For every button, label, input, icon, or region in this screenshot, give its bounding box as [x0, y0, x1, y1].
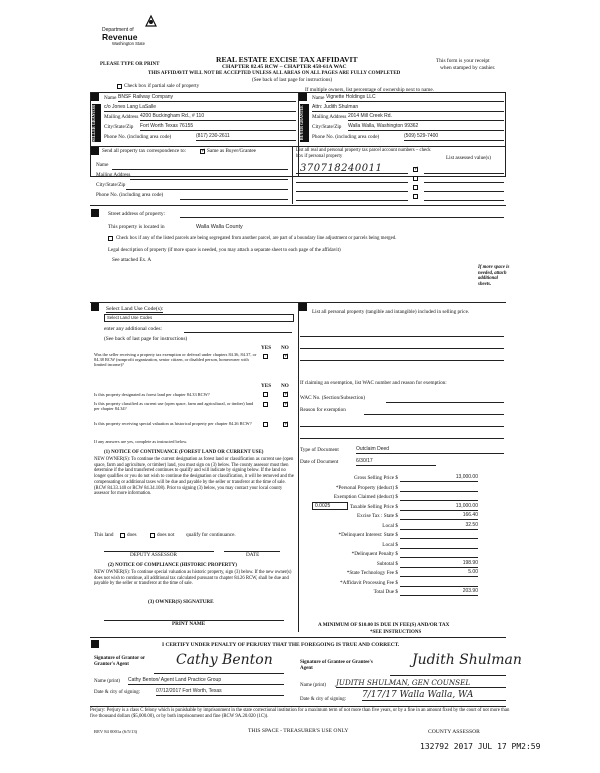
- certify-statement: I CERTIFY UNDER PENALTY OF PERJURY THAT THE FOREGOING IS TRUE AND CORRECT.: [162, 642, 400, 648]
- seller-city-field[interactable]: Fort Worth Texas 76155: [140, 124, 296, 131]
- logo-mark-icon: [144, 14, 158, 28]
- same-as-buyer-checkbox[interactable]: [200, 149, 205, 154]
- form-chapter: CHAPTER 82.45 RCW – CHAPTER 458-61A WAC: [222, 64, 347, 70]
- grantor-name-label: Name (print): [94, 679, 120, 684]
- parcel-personal-checkbox-3[interactable]: [413, 185, 418, 190]
- section-3-marker: [91, 147, 99, 155]
- partial-sale-label: Check box if partial sale of property: [124, 83, 200, 89]
- q-historic-no[interactable]: [283, 422, 288, 427]
- q-current-use-no[interactable]: [283, 402, 288, 407]
- q-current-use-yes[interactable]: [263, 402, 268, 407]
- tax-row-value[interactable]: [400, 542, 478, 549]
- q-exemption-yes[interactable]: [263, 354, 268, 359]
- seller-mailing-label: Mailing Address: [104, 114, 139, 120]
- tax-row-label: Exemption Claimed (deduct) $: [333, 494, 398, 500]
- tax-row-label: *Delinquent Penalty $: [351, 551, 398, 557]
- seller-phone-field[interactable]: (817) 230-2611: [196, 134, 296, 141]
- section-5-marker: [91, 303, 99, 311]
- buyer-name-field[interactable]: Vignette Holdings LLC: [326, 95, 504, 102]
- street-address-label: Street address of property:: [108, 211, 166, 217]
- s3-phone-label: Phone No. (including area code): [96, 192, 164, 198]
- buyer-phone-label: Phone No. (including area code): [312, 134, 380, 140]
- q-historic: Is this property receiving special valuation as historical property per chapter 84.26 RCW?: [94, 421, 252, 426]
- doc-type-label: Type of Document: [300, 447, 339, 453]
- boundary-checkbox[interactable]: [108, 236, 113, 241]
- grantor-signature[interactable]: Cathy Benton: [176, 652, 273, 668]
- grantor-name-value[interactable]: Cathy Benton/ Agent Land Practice Group: [128, 678, 284, 685]
- county-value[interactable]: Walla Walla County: [196, 224, 243, 230]
- tax-row-label: *Delinquent Interest: State $: [338, 532, 398, 538]
- grantee-signature[interactable]: Judith Shulman: [412, 652, 522, 668]
- rev-number: REV 84 0001a (6/5/13): [94, 729, 138, 734]
- local-rate-box[interactable]: [312, 502, 348, 510]
- tax-row-value[interactable]: 166.40: [400, 513, 478, 520]
- buyer-city-field[interactable]: Walla Walla, Washington 99362: [348, 124, 504, 131]
- boundary-label: Check box if any of the listed parcels are being segregated from another parcel, are part of a boundary line adjustment or parcels being merged.: [116, 236, 397, 241]
- section-1-marker: [91, 93, 99, 101]
- tax-row-value[interactable]: 203.90: [400, 589, 478, 596]
- exemption-claim-label: If claiming an exemption, list WAC number and reason for exemption:: [300, 380, 447, 386]
- buyer-phone-field[interactable]: (509) 529-7400: [404, 134, 504, 141]
- land-does-checkbox[interactable]: [120, 533, 125, 538]
- receipt-line2: when stamped by cashier.: [440, 65, 496, 71]
- seller-name-label: Name: [104, 95, 117, 101]
- notice1-title: (1) NOTICE OF CONTINUANCE (FOREST LAND OR CURRENT USE): [104, 450, 264, 455]
- buyer-mailing-field[interactable]: 2014 Mill Creek Rd.: [348, 114, 504, 121]
- grantee-name-label: Name (print): [300, 683, 326, 688]
- buyer-attn-field[interactable]: Attn: Judith Shulman: [312, 105, 504, 112]
- tax-row-label: Excise Tax : State $: [356, 513, 398, 519]
- no-header-2: NO: [281, 383, 289, 389]
- land-does-label: does: [127, 532, 137, 538]
- partial-sale-checkbox[interactable]: [117, 84, 122, 89]
- doc-date-value[interactable]: 6/30/17: [356, 459, 436, 466]
- form-warning: THIS AFFIDAVIT WILL NOT BE ACCEPTED UNLESS ALL AREAS ON ALL PAGES ARE FULLY COMPLETED: [148, 71, 401, 76]
- county-assessor: COUNTY ASSESSOR: [428, 729, 480, 735]
- legal-description-label: Legal description of property (if more space is needed, you may attach a separate sheet to each page of the affidavit): [108, 248, 341, 253]
- local-rate-value: 0.0025: [315, 503, 331, 509]
- send-correspondence-label: Send all property tax correspondence to:: [102, 148, 186, 154]
- receipt-line1: This form is your receipt: [436, 58, 490, 64]
- s3-name-label: Name: [96, 162, 109, 168]
- land-does-not-label: does not: [157, 532, 175, 538]
- tax-row-value[interactable]: 13,000.00: [400, 504, 478, 511]
- see-back-s5: (See back of last page for instructions): [104, 336, 188, 342]
- buyer-city-label: City/State/Zip: [312, 124, 342, 130]
- multiple-owners-note: If multiple owners, list percentage of ownership next to name.: [305, 87, 434, 93]
- tax-row-value[interactable]: 13,000.00: [400, 475, 478, 482]
- q-forest-no[interactable]: [283, 392, 288, 397]
- section-2-marker: [299, 93, 307, 101]
- wac-label: WAC No. (Section/Subsection): [300, 395, 365, 401]
- tax-row-label: Local $: [382, 522, 398, 529]
- parcel-personal-checkbox-1[interactable]: [413, 167, 418, 172]
- tax-row-value[interactable]: [400, 580, 478, 587]
- tax-row-label: Gross Selling Price $: [354, 475, 398, 481]
- seller-side-label: SELLER GRANTOR: [92, 104, 101, 142]
- tax-row-label: Local $: [382, 541, 398, 548]
- seller-attn-field[interactable]: c/o Jones Lang LaSalle: [104, 105, 296, 112]
- qualify-label: qualify for continuance.: [186, 532, 236, 538]
- q-exemption-no[interactable]: [283, 354, 288, 359]
- land-use-select[interactable]: [104, 314, 294, 322]
- if-yes-note: If any answers are yes, complete as instructed below.: [94, 439, 188, 444]
- tax-row-value[interactable]: [400, 551, 478, 558]
- reason-label: Reason for exemption: [300, 407, 346, 413]
- tax-row-value[interactable]: [400, 532, 478, 539]
- yes-header-2: YES: [261, 383, 272, 389]
- tax-row-value[interactable]: [400, 494, 478, 501]
- owner-signature-label: (3) OWNER(S) SIGNATURE: [148, 599, 214, 605]
- grantee-name-value[interactable]: JUDITH SHULMAN, GEN COUNSEL: [336, 679, 506, 688]
- more-space-note: If more space is needed, attach additional sheets.: [478, 265, 510, 287]
- tax-row-label: Subtotal $: [376, 560, 398, 567]
- s3-city-label: City/State/Zip: [96, 182, 126, 188]
- seller-phone-label: Phone No. (including area code): [104, 134, 172, 140]
- cashier-stamp: 132792 2017 JUL 17 PM2:59: [420, 742, 541, 751]
- tax-row-label: *Personal Property (deduct) $: [335, 484, 398, 491]
- same-as-buyer-label: Same as Buyer/Grantee: [207, 148, 256, 154]
- print-name-label: PRINT NAME: [172, 621, 206, 627]
- grantee-sig-label: Signature of Grantee or Grantee's Agent: [300, 660, 373, 671]
- parcel-header: List all real and personal property tax parcel account numbers – check box if personal property: [296, 148, 431, 159]
- see-instructions: *SEE INSTRUCTIONS: [370, 630, 422, 635]
- land-does-not-checkbox[interactable]: [150, 533, 155, 538]
- grantor-date-value[interactable]: 07/12/2017 Fort Worth, Texas: [156, 689, 284, 696]
- form-title: REAL ESTATE EXCISE TAX AFFIDAVIT: [216, 55, 358, 64]
- minimum-note: A MINIMUM OF $10.00 IS DUE IN FEE(S) AND/OR TAX: [318, 622, 450, 628]
- q-historic-yes[interactable]: [263, 422, 268, 427]
- tax-row-value[interactable]: 198.90: [400, 561, 478, 568]
- tax-row-value[interactable]: 5.00: [400, 570, 478, 577]
- perjury-note: Perjury: Perjury is a class C felony which is punishable by imprisonment in the state correctional institution for a maximum term of not more than five years, or by a fine in an amount fixed by the court of not more than five thousand dollars ($5,000.00), or by both imprisonment and fine (RCW 9A.20.020 (1C)).: [90, 708, 510, 719]
- dept-line3: Washington State: [112, 41, 145, 46]
- tax-row-label: *State Technology Fee $: [346, 570, 398, 576]
- buyer-side-label: BUYER GRANTEE: [300, 104, 309, 142]
- tax-row-label: *Affidavit Processing Fee $: [340, 579, 398, 586]
- s3-mailing-label: Mailing Address: [96, 172, 131, 178]
- section-7-marker: [91, 640, 99, 648]
- this-land-label: This land: [94, 532, 114, 538]
- grantee-date-label: Date & city of signing:: [300, 697, 347, 702]
- type-or-print: PLEASE TYPE OR PRINT: [100, 62, 160, 67]
- buyer-mailing-label: Mailing Address: [312, 114, 347, 120]
- tax-row-value[interactable]: 32.50: [400, 523, 478, 530]
- doc-date-label: Date of Document: [300, 459, 339, 465]
- personal-property-label: List all personal property (tangible and intangible) included in selling price.: [312, 309, 470, 315]
- enter-additional-codes: enter any additional codes:: [104, 326, 162, 332]
- parcel-personal-checkbox-4[interactable]: [413, 194, 418, 199]
- grantor-date-label: Date & city of signing:: [94, 690, 141, 695]
- assessed-header: List assessed value(s): [446, 155, 491, 161]
- q-current-use: Is this property classified as current use (open space, farm and agricultural, or timber) land per chapter 84.34?: [94, 401, 254, 412]
- q-exemption: Was the seller receiving a property tax exemption or deferral under chapters 84.36, 84.37, or 84.38 RCW (nonprofit organization, senior citizen, or disabled person, homeowner with limited income)?: [94, 352, 257, 368]
- see-back-header: (See back of last page for instructions): [252, 77, 333, 83]
- seller-name-field[interactable]: BNSF Railway Company: [118, 95, 296, 102]
- notice2-title: (2) NOTICE OF COMPLIANCE (HISTORIC PROPERTY): [108, 563, 237, 568]
- treasurer-use: THIS SPACE - TREASURER'S USE ONLY: [248, 728, 349, 734]
- no-header-1: NO: [281, 345, 289, 351]
- seller-mailing-field[interactable]: 4200 Buckingham Rd., # 110: [140, 114, 296, 121]
- revenue-logo: [100, 14, 162, 44]
- dept-line1: Department of: [102, 27, 134, 33]
- see-attached: See attached Ex. A: [112, 257, 152, 263]
- section-6-marker: [299, 303, 307, 311]
- q-forest-yes[interactable]: [263, 392, 268, 397]
- seller-city-label: City/State/Zip: [104, 124, 134, 130]
- land-use-select-value: Select Land Use Codes: [107, 315, 153, 320]
- date-label-s5: DATE: [246, 552, 260, 558]
- notice2-body: NEW OWNER(S): To continue special valuation as historic property, sign (3) below. If the new owner(s) does not wish to continue, all additional tax calculated pursuant to chapter 84.26 RCW, shall be due and payable by the seller or transferor at the time of sale.: [94, 570, 292, 587]
- q-forest: Is this property designated as forest land per chapter 84.33 RCW?: [94, 392, 210, 397]
- tax-row-value[interactable]: [400, 485, 478, 492]
- located-in-label: This property is located in: [108, 224, 165, 230]
- doc-type-value[interactable]: Outclaim Deed: [356, 447, 504, 454]
- deputy-assessor-label: DEPUTY ASSESSOR: [130, 552, 177, 558]
- section-4-marker: [91, 209, 99, 217]
- tax-row-label: Total Due $: [373, 589, 398, 595]
- parcel-personal-checkbox-2[interactable]: [413, 176, 418, 181]
- notice1-body: NEW OWNER(S): To continue the current designation as forest land or classification as current use (open space, farm and agriculture, or timber) land, you must sign on (3) below. The county assessor must then determine if the land transferred continues to qualify and will indicate by signing below. If the land no longer qualifies or you do not wish to continue the designation or classification, it will be removed and the compensating or additional taxes will be due and payable by the seller or transferor at the time of sale. (RCW 84.33.140 or RCW 84.34.108). Prior to signing (3) below, you may contact your local county assessor for more information.: [94, 457, 294, 497]
- yes-header-1: YES: [261, 345, 272, 351]
- grantee-date-value[interactable]: 7/17/17 Walla Walla, WA: [362, 690, 506, 701]
- dept-line2: Revenue: [102, 32, 138, 42]
- buyer-name-label: Name: [312, 95, 325, 101]
- land-use-label: Select Land Use Code(s):: [106, 306, 164, 312]
- parcel-number[interactable]: 370718240011: [300, 163, 383, 174]
- tax-row-label: Taxable Selling Price $: [349, 503, 398, 510]
- grantor-sig-label: Signature of Grantor or Grantor's Agent: [94, 656, 145, 667]
